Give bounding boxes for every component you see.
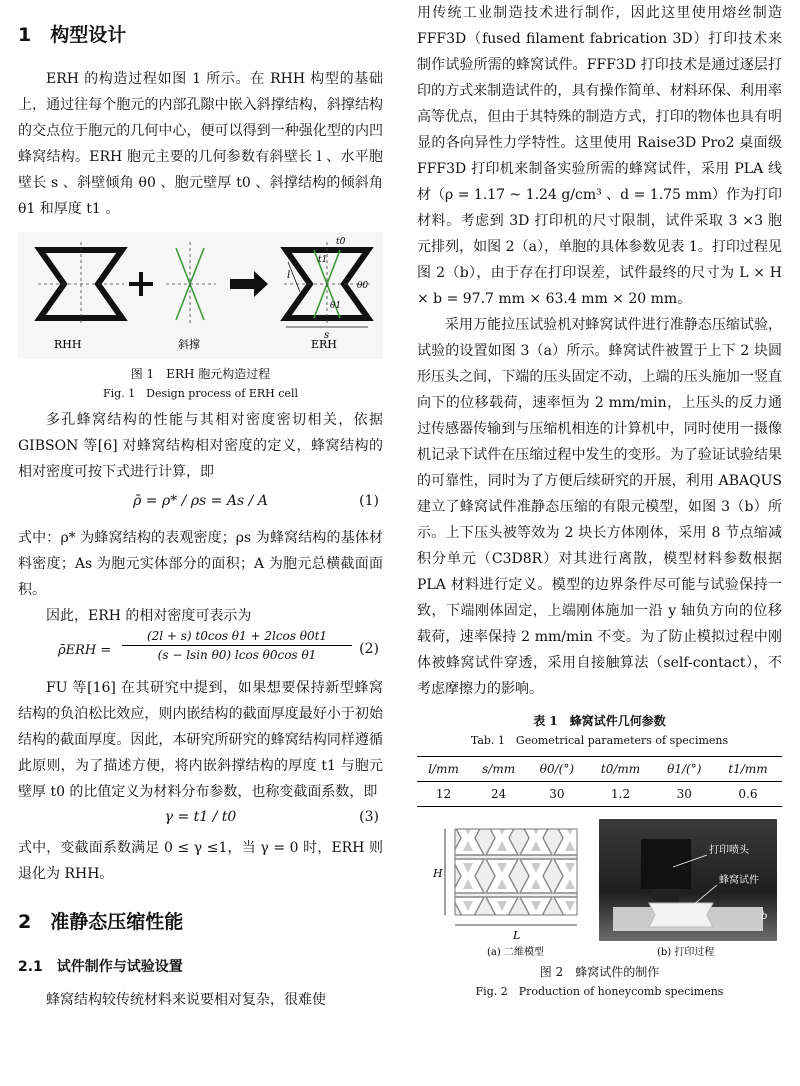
equation-1-body: ρ̄ = ρ* / ρs = As / A	[133, 493, 268, 509]
section2-para1-start: 蜂窝结构较传统材料来说要相对复杂，很难使	[46, 992, 326, 1008]
table-cell: 0.6	[714, 782, 782, 807]
section1-para6: 式中，变截面系数满足 0 ≤ γ ≤1，当 γ = 0 时，ERH 则退化为 RHH。	[18, 840, 383, 882]
annotation-nozzle: 打印喷头	[709, 845, 749, 856]
section1-heading: 1 构型设计	[18, 24, 127, 46]
figure-2-graphic	[417, 819, 782, 959]
right-column	[417, 0, 782, 1001]
svg-text:L: L	[513, 929, 521, 942]
left-column	[18, 0, 383, 1013]
honeycomb-2d-model	[455, 829, 577, 915]
figure-1-caption-en: Fig. 1 Design process of ERH cell	[103, 387, 298, 400]
svg-text:θ1: θ1	[330, 301, 342, 311]
table-1	[417, 756, 782, 807]
fig1-label-rhh: RHH	[54, 338, 82, 351]
table-1-header-row	[417, 757, 782, 782]
table-row	[417, 782, 782, 807]
table-1-header: θ1/(°)	[655, 757, 714, 782]
table-cell: 1.2	[587, 782, 655, 807]
svg-text:t0: t0	[336, 237, 346, 247]
equation-2-number: (2)	[359, 641, 379, 657]
figure-1	[18, 232, 383, 359]
section1-para1: ERH 的构造过程如图 1 所示。在 RHH 构型的基础上，通过往每个胞元的内部孔隙中嵌入斜撑结构，斜撑结构的交点位于胞元的几何中心，便可以得到一种强化型的内凹蜂窝结构。ERH 胞元主要的几何参数有斜壁长 l 、水平胞壁长 s 、斜壁倾角 θ0 、胞元壁厚 t0 、斜撑结构的倾斜角 θ1 和厚度 t1 。	[18, 71, 383, 217]
table-1-header: θ0/(°)	[527, 757, 586, 782]
section1-para4: 因此，ERH 的相对密度可表示为	[46, 608, 252, 624]
svg-text:H: H	[433, 867, 443, 880]
svg-text:l: l	[287, 270, 291, 281]
table-1-caption-en: Tab. 1 Geometrical parameters of specimens	[470, 734, 729, 747]
svg-text:θ0: θ0	[357, 281, 369, 291]
annotation-specimen: 蜂窝试件	[719, 875, 759, 886]
equation-1-number: (1)	[359, 493, 379, 509]
table-cell: 12	[417, 782, 470, 807]
table-1-caption-cn: 表 1 蜂窝试件几何参数	[533, 714, 666, 728]
svg-text:b: b	[761, 911, 768, 922]
figure-1-graphic	[18, 232, 383, 359]
equation-2-lhs: ρ̄ERH =	[58, 643, 112, 658]
equation-3-number: (3)	[359, 809, 379, 825]
table-cell: 30	[655, 782, 714, 807]
equation-2-denominator: (s − lsin θ0) lcos θ0cos θ1	[157, 648, 317, 662]
svg-text:s: s	[324, 330, 330, 341]
figure-2-caption-cn: 图 2 蜂窝试件的制作	[539, 965, 660, 979]
figure-1-caption-cn: 图 1 ERH 胞元构造过程	[130, 367, 271, 381]
table-1-header: t1/mm	[714, 757, 782, 782]
section1-para2: 多孔蜂窝结构的性能与其相对密度密切相关，依据 GIBSON 等[6] 对蜂窝结构相对密度的定义，蜂窝结构的相对密度可按下式进行计算，即	[18, 412, 383, 480]
equation-2	[18, 629, 383, 675]
table-1-header: t0/mm	[587, 757, 655, 782]
equation-2-numerator: (2l + s) t0cos θ1 + 2lcos θ0t1	[122, 629, 352, 646]
section1-para3: 式中：ρ* 为蜂窝结构的表观密度；ρs 为蜂窝结构的基体材料密度；As 为胞元实体部分的面积；A 为胞元总横截面面积。	[18, 530, 383, 598]
section2-heading: 2 准静态压缩性能	[18, 911, 184, 933]
figure-2-caption-en: Fig. 2 Production of honeycomb specimens	[475, 985, 724, 998]
equation-3	[18, 805, 383, 835]
section2-para1-cont: 用传统工业制造技术进行制作，因此这里使用熔丝制造 FFF3D（fused filament fabrication 3D）打印技术来制作试验所需的蜂窝试件。FFF3D 打印技术是通过逐层打印的方式来制造试件的，具有操作简单、材料环保、利用率高等优点，但由于其特殊的制造方式，打印的物体也具有明显的各向异性力学特性。这里使用 Raise3D Pro2 桌面级 FFF3D 打印机来制备实验所需的蜂窝试件，采用 PLA 线材（ρ = 1.17 ~ 1.24 g/cm³ 、d = 1.75 mm）作为打印材料。考虑到 3D 打印机的尺寸限制，试件采取 3 ×3 胞元排列，如图 2（a），单胞的具体参数见表 1。打印过程见图 2（b），由于存在打印误差，试件最终的尺寸为 L × H × b = 97.7 mm × 63.4 mm × 20 mm。	[417, 5, 782, 307]
figure-2	[417, 819, 782, 959]
svg-text:t1: t1	[318, 255, 328, 265]
fig1-label-erh: ERH	[311, 338, 337, 351]
table-1-header: s/mm	[470, 757, 527, 782]
section1-para5: FU 等[16] 在其研究中提到，如果想要保持新型蜂窝结构的负泊松比效应，则内嵌结构的截面厚度最好小于初始结构的截面厚度。因此，本研究所研究的蜂窝结构同样遵循此原则，为了描述方便，将内嵌斜撑结构的厚度 t1 与胞元壁厚 t0 的比值定义为材料分布参数，也称变截面系数，即	[18, 680, 383, 800]
table-1-header: l/mm	[417, 757, 470, 782]
equation-1	[18, 485, 383, 525]
table-cell: 24	[470, 782, 527, 807]
subsection-2-1-heading: 2.1 试件制作与试验设置	[18, 959, 183, 975]
equation-3-body: γ = t1 / t0	[164, 809, 237, 825]
fig1-label-brace: 斜撑	[178, 338, 200, 351]
section2-para2: 采用万能拉压试验机对蜂窝试件进行准静态压缩试验，试验的设置如图 3（a）所示。蜂窝试件被置于上下 2 块圆形压头之间，下端的压头固定不动，上端的压头施加一竖直向下的位移载荷，速率恒为 2 mm/min，上压头的反力通过传感器传输到与压缩机相连的计算机中，同时使用一摄像机记录下试件在压缩过程中发生的变形。为了验证试验结果的可靠性，同时为了方便后续研究的开展，利用 ABAQUS 建立了蜂窝试件准静态压缩的有限元模型，如图 3（b）所示。上下压头被等效为 2 块长方体刚体，采用 8 节点缩减积分单元（C3D8R）对其进行离散，模型材料参数根据 PLA 材料进行定义。模型的边界条件尽可能与试验保持一致，下端刚体固定，上端刚体施加一沿 y 轴负方向的位移载荷，速率保持 2 mm/min 不变。为了防止模拟过程中刚体被蜂窝试件穿透，采用自接触算法（self-contact），不考虑摩擦力的影响。	[417, 317, 782, 697]
fig2-sublabel-a: (a) 二维模型	[487, 947, 544, 958]
table-cell: 30	[527, 782, 586, 807]
fig2-sublabel-b: (b) 打印过程	[657, 947, 715, 958]
